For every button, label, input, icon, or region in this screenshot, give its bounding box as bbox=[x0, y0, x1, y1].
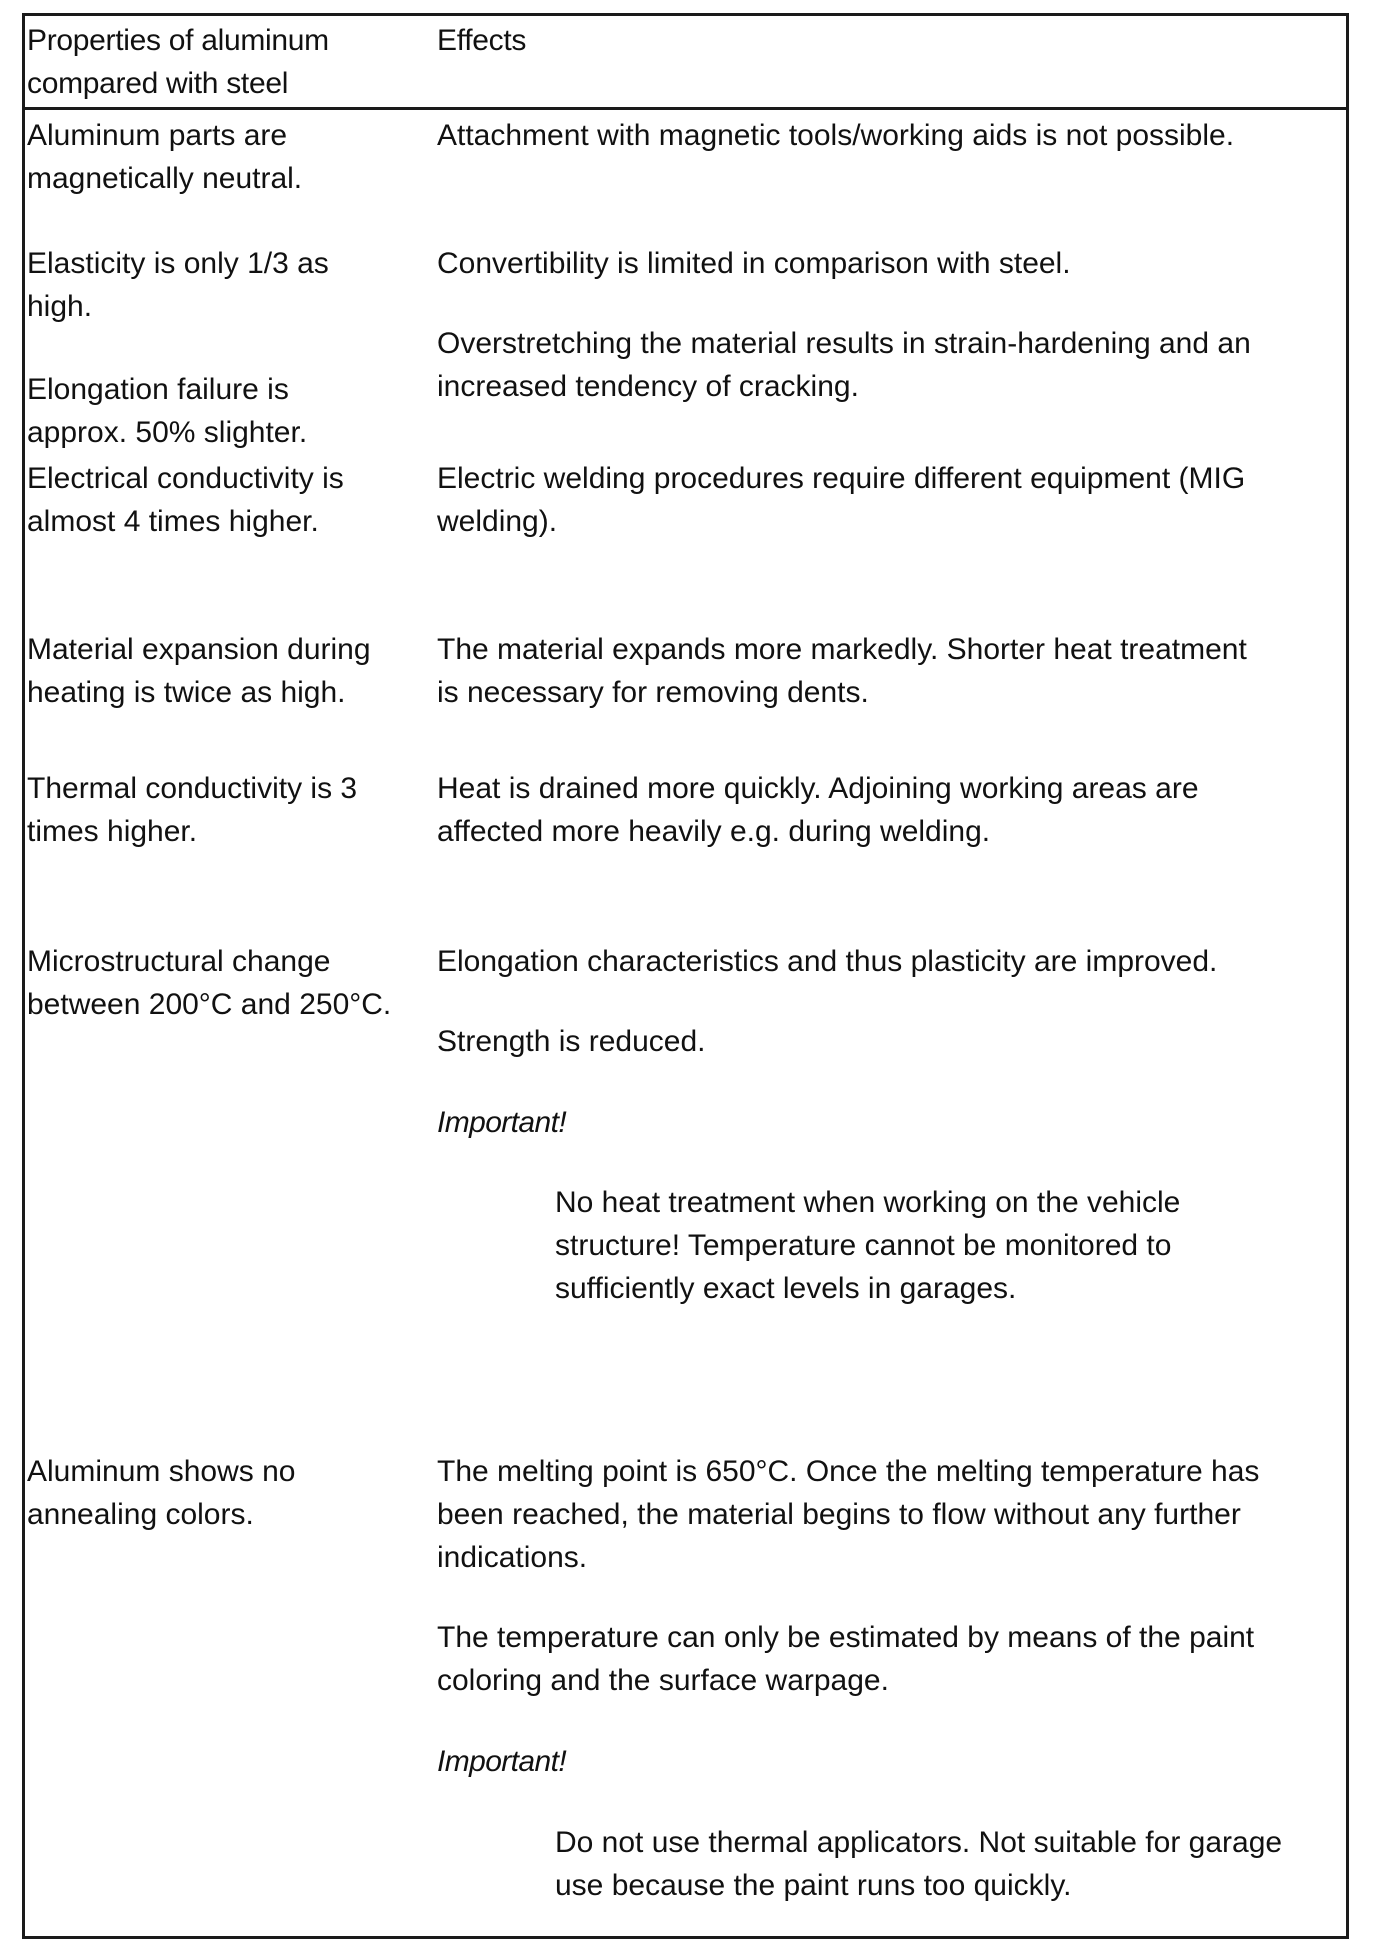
effect-text: Elongation characteristics and thus plasticity are improved. bbox=[437, 945, 1218, 978]
effect-text: The temperature can only be estimated by means of the paint bbox=[437, 1621, 1255, 1654]
property-text: between 200°C and 250°C. bbox=[27, 988, 392, 1021]
effect-text: Convertibility is limited in comparison with steel. bbox=[437, 247, 1071, 280]
effect-text: Electric welding procedures require different equipment (MIG bbox=[437, 462, 1246, 495]
header-effects: Effects bbox=[437, 24, 527, 57]
important-label: Important! bbox=[437, 1106, 567, 1139]
note-text: sufficiently exact levels in garages. bbox=[555, 1272, 1017, 1305]
effect-text: is necessary for removing dents. bbox=[437, 676, 869, 709]
property-text: Aluminum parts are bbox=[27, 119, 288, 152]
header-properties-line-2: compared with steel bbox=[27, 67, 289, 100]
effect-text: indications. bbox=[437, 1541, 588, 1574]
effect-text: The material expands more markedly. Shorter heat treatment bbox=[437, 633, 1247, 666]
property-text: heating is twice as high. bbox=[27, 676, 346, 709]
effect-text: Strength is reduced. bbox=[437, 1025, 706, 1058]
property-text: magnetically neutral. bbox=[27, 162, 303, 195]
property-text: Elasticity is only 1/3 as bbox=[27, 247, 329, 280]
header-properties-line-1: Properties of aluminum bbox=[27, 24, 329, 57]
effect-text: been reached, the material begins to flow without any further bbox=[437, 1498, 1241, 1531]
effect-text: coloring and the surface warpage. bbox=[437, 1664, 889, 1697]
effect-text: Heat is drained more quickly. Adjoining working areas are bbox=[437, 772, 1199, 805]
property-text: times higher. bbox=[27, 815, 198, 848]
effect-text: Attachment with magnetic tools/working aids is not possible. bbox=[437, 119, 1235, 152]
note-text: use because the paint runs too quickly. bbox=[555, 1869, 1072, 1902]
property-text: Thermal conductivity is 3 bbox=[27, 772, 358, 805]
property-text: Electrical conductivity is bbox=[27, 462, 344, 495]
important-label: Important! bbox=[437, 1745, 567, 1778]
effect-text: affected more heavily e.g. during welding. bbox=[437, 815, 991, 848]
property-text: Elongation failure is bbox=[27, 373, 289, 406]
property-text: Aluminum shows no bbox=[27, 1455, 296, 1488]
property-text: almost 4 times higher. bbox=[27, 505, 319, 538]
property-text: approx. 50% slighter. bbox=[27, 416, 308, 449]
property-text: Material expansion during bbox=[27, 633, 371, 666]
effect-text: increased tendency of cracking. bbox=[437, 370, 859, 403]
property-text: high. bbox=[27, 290, 93, 323]
effect-text: Overstretching the material results in strain-hardening and an bbox=[437, 327, 1251, 360]
effect-text: The melting point is 650°C. Once the melting temperature has bbox=[437, 1455, 1260, 1488]
note-text: structure! Temperature cannot be monitored to bbox=[555, 1229, 1172, 1262]
header-divider bbox=[22, 107, 1349, 110]
note-text: No heat treatment when working on the vehicle bbox=[555, 1186, 1181, 1219]
property-text: Microstructural change bbox=[27, 945, 331, 978]
note-text: Do not use thermal applicators. Not suitable for garage bbox=[555, 1826, 1283, 1859]
effect-text: welding). bbox=[437, 505, 558, 538]
property-text: annealing colors. bbox=[27, 1498, 254, 1531]
